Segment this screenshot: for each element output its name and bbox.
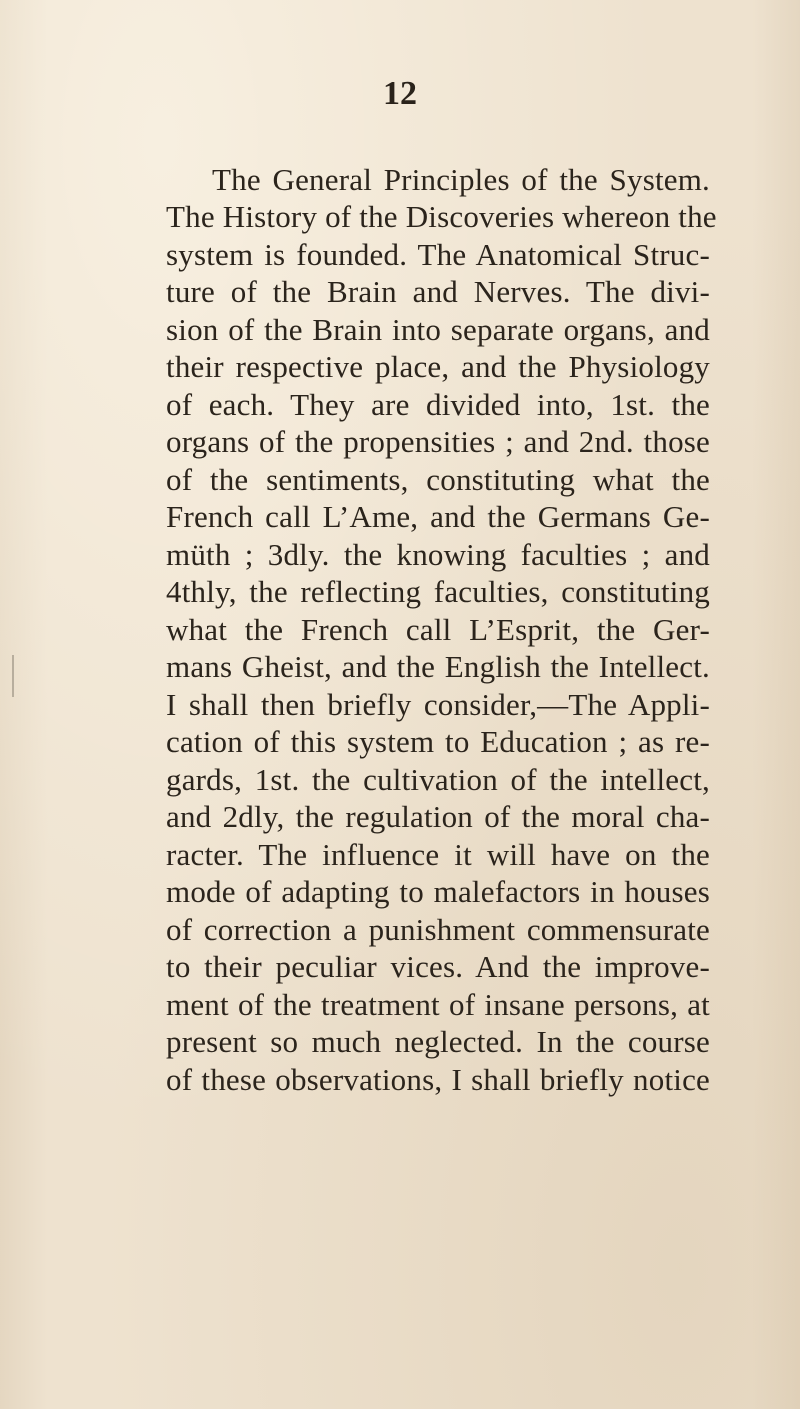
text-line: of these observations, I shall briefly notice [166,1062,710,1097]
text-line: to their peculiar vices. And the improve- [166,949,710,984]
text-line: racter. The influence it will have on the [166,837,710,872]
text-line: ture of the Brain and Nerves. The divi- [166,274,710,309]
text-line: of the sentiments, constituting what the [166,462,710,497]
text-line: and 2dly, the regulation of the moral cha- [166,799,710,834]
text-line: müth ; 3dly. the knowing faculties ; and [166,537,710,572]
text-line: of correction a punishment commensurate [166,912,710,947]
margin-mark [12,655,14,697]
text-line: gards, 1st. the cultivation of the intellect, [166,762,710,797]
page-number: 12 [383,75,417,112]
text-line: sion of the Brain into separate organs, and [166,312,710,347]
text-line: mode of adapting to malefactors in houses [166,874,710,909]
text-line: 4thly, the reflecting faculties, constituting [166,574,710,609]
text-line: mans Gheist, and the English the Intellect. [166,649,710,684]
text-line: ment of the treatment of insane persons, at [166,987,710,1022]
text-line: cation of this system to Education ; as re- [166,724,710,759]
text-line: present so much neglected. In the course [166,1024,710,1059]
text-line: system is founded. The Anatomical Struc- [166,237,710,272]
text-line: organs of the propensities ; and 2nd. those [166,424,710,459]
text-line: I shall then briefly consider,—The Appli- [166,687,710,722]
text-line: The History of the Discoveries whereon the [166,199,717,234]
text-line: their respective place, and the Physiology [166,349,710,384]
text-line: what the French call L’Esprit, the Ger- [166,612,710,647]
text-line: French call L’Ame, and the Germans Ge- [166,499,710,534]
text-line: of each. They are divided into, 1st. the [166,387,710,422]
text-line: The General Principles of the System. [212,162,710,197]
